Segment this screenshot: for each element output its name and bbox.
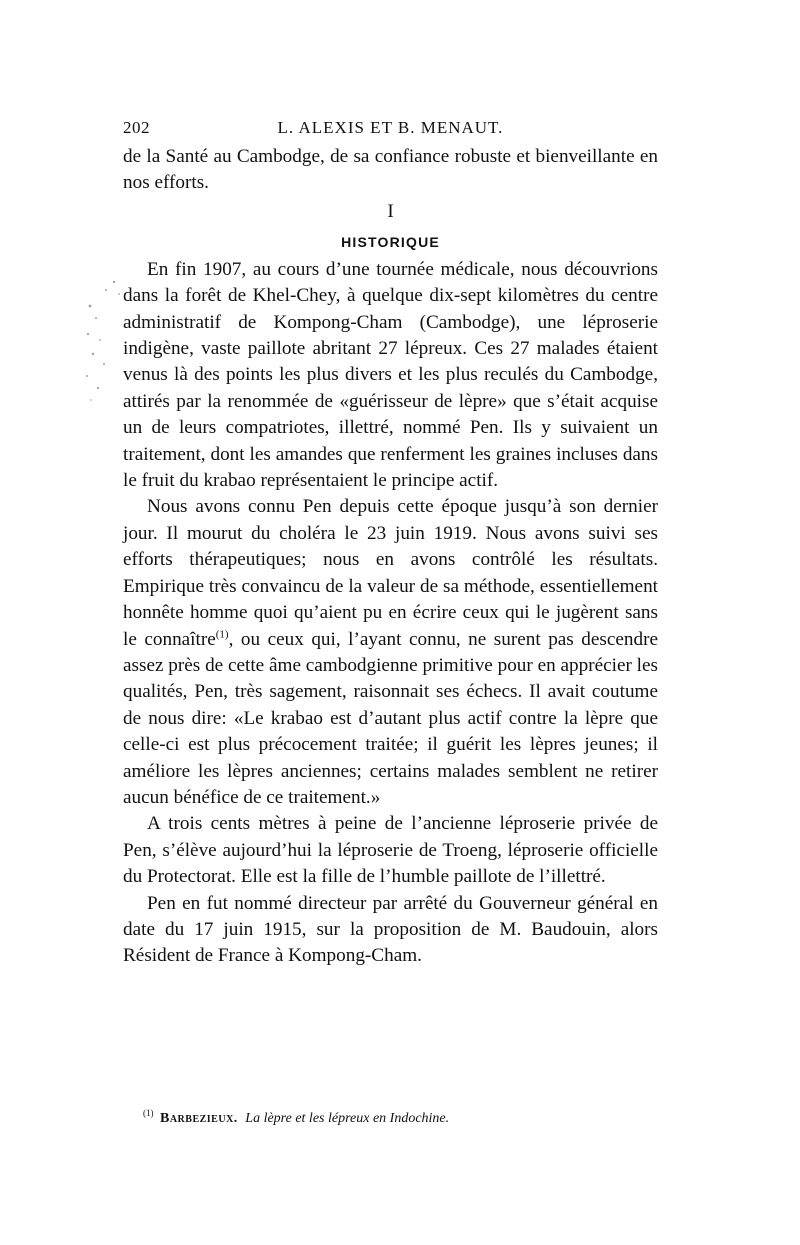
footnote-title: La lèpre et les lépreux en Indochine.	[245, 1111, 450, 1126]
paragraph-4: Pen en fut nommé directeur par arrêté du Gouverneur général en date du 17 juin 1915, sur la proposition de M. Baudouin, alors Résident de France à Kompong-Cham.	[123, 892, 658, 967]
section-title: HISTORIQUE	[341, 233, 440, 250]
footnote-author: Barbezieux.	[160, 1111, 238, 1126]
paragraph-2-text-b: , ou ceux qui, l’ayant connu, ne surent pas descendre assez près de cette âme cambodgienne primitive pour en apprécier les qualités, Pen, très sagement, raisonnait ses échecs. Il avait coutume de nous dire: «Le krabao est d’autant plus actif contre la lèpre que celle-ci est plus précocement traitée; il guérit les lèpres jeunes; il améliore les lèpres anciennes; certains malades semblent ne retirer aucun bénéfice de ce traitement.»	[123, 628, 658, 808]
body-text	[123, 144, 658, 970]
running-head	[123, 118, 658, 144]
footnote-mark: (1)	[143, 1108, 154, 1119]
footnote	[143, 1110, 658, 1128]
section-number: I	[387, 200, 394, 222]
paragraph-2-text-a: Nous avons connu Pen depuis cette époque jusqu’à son dernier jour. Il mourut du choléra le 23 juin 1919. Nous avons suivi ses efforts thérapeutiques; nous en avons contrôlé les résultats. Empirique très convaincu de la valeur de sa méthode, essentiellement honnête homme quoi qu’aient pu en écrire ceux qui le jugèrent sans le connaître	[123, 496, 658, 650]
paragraph-3: A trois cents mètres à peine de l’ancienne léproserie privée de Pen, s’élève aujourd’hui la léproserie de Troeng, léproserie officielle du Protectorat. Elle est la fille de l’humble paillote de l’illettré.	[123, 813, 658, 888]
page-number: 202	[123, 118, 150, 137]
book-page	[123, 118, 658, 970]
paragraph-continued: de la Santé au Cambodge, de sa confiance robuste et bienveillante en nos efforts.	[123, 146, 658, 194]
footnote-reference: (1)	[215, 628, 229, 641]
paragraph-1: En fin 1907, au cours d’une tournée médicale, nous découvrions dans la forêt de Khel-Chey, à quelque dix-sept kilomètres du centre administratif de Kompong-Cham (Cambodge), une léproserie indigène, vaste paillote abritant 27 lépreux. Ces 27 malades étaient venus là des points les plus divers et les plus reculés du Cambodge, attirés par la renommée de «guérisseur de lèpre» que s’était acquise un de leurs compatriotes, illettré, nommé Pen. Ils y suivaient un traitement, dont les amandes que renferment les graines incluses dans le fruit du krabao représentaient le principe actif.	[123, 258, 658, 492]
running-head-title: L. ALEXIS ET B. MENAUT.	[277, 118, 504, 137]
paragraph-2	[123, 494, 658, 811]
ink-stain-marks	[84, 276, 128, 406]
